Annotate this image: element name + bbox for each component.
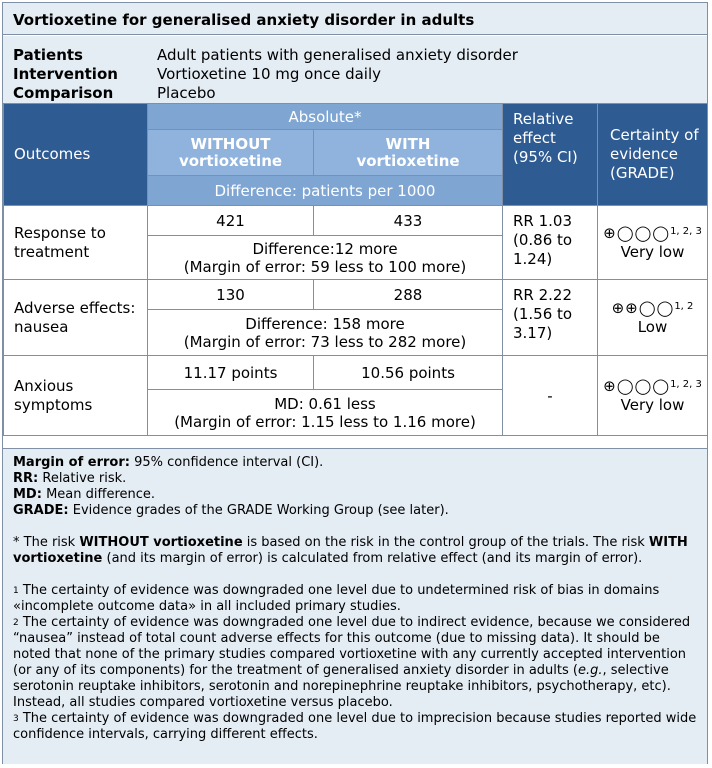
without-header-line1: WITHOUT [190,134,271,153]
with-header-line1: WITH [385,134,431,153]
certainty-header [598,104,708,206]
certainty-header-line1: Certainty of [610,126,699,144]
without-value: 130 [148,280,314,310]
difference-value: Difference: 158 more [245,314,405,333]
difference-margin: (Margin of error: 1.15 less to 1.16 more) [174,412,476,431]
summary-of-findings-table [2,2,708,764]
relative-effect-cell [503,206,598,280]
relative-effect-cell [503,280,598,356]
comparison-value: Placebo [157,84,216,102]
intervention-value: Vortioxetine 10 mg once daily [157,65,382,83]
difference-cell [148,390,503,436]
relative-effect-line3: 3.17) [513,324,553,342]
certainty-cell [598,206,708,280]
certainty-rating [598,377,707,396]
relative-effect-line2: (1.56 to [513,305,573,323]
difference-cell [148,310,503,356]
footnote-refs: 1, 2, 3 [670,225,702,237]
relative-effect-header [503,104,598,206]
certainty-cell [598,356,708,436]
footnote-3: $^3$ The certainty of evidence was downgraded one level due to imprecision because studies reported wide confidence intervals, carrying different effects. [13,711,697,742]
with-value: 10.56 points [314,356,503,390]
patients-label: Patients [13,46,83,64]
relative-effect-line2: (0.86 to [513,231,573,249]
certainty-circles-icon: ⊕⊕◯◯ [611,298,675,317]
without-header [148,130,314,176]
outcome-label-line2: nausea [14,317,69,336]
footnote-2: $^2$ The certainty of evidence was downgraded one level due to indirect evidence, because we considered “nausea” instead of total count adverse effects for this outcome (due to missing data). It should be noted that none of the primary studies compared vortioxetine with any currently accepted intervention (or any of its components) for the treatment of generalised anxiety disorder in adults (e.g., selective serotonin reuptake inhibitors, serotonin and norepinephrine reuptake inhibitors, psychotherapy, etc). Instead, all studies compared vortioxetine versus placebo. [13,615,691,710]
with-value: 288 [314,280,503,310]
outcome-label-line1: Anxious [14,376,74,395]
relative-effect-line1: RR 1.03 [513,212,573,230]
relative-effect-cell: - [503,356,598,436]
note-margin-of-error: Margin of error: 95% confidence interval (CI). [13,455,324,470]
outcome-label-line1: Response to [14,223,106,242]
outcome-anxious-symptoms [4,356,148,436]
with-header [314,130,503,176]
relative-effect-line1: RR 2.22 [513,286,573,304]
outcome-nausea [4,280,148,356]
with-value: 433 [314,206,503,236]
outcome-response [4,206,148,280]
certainty-header-line2: evidence [610,145,679,163]
difference-cell [148,236,503,280]
note-asterisk: * The risk WITHOUT vortioxetine is based on the risk in the control group of the trials. The risk WITH vortioxetine (and its margin of error) is calculated from relative effect (and its margin of error). [13,535,688,566]
patients-value: Adult patients with generalised anxiety disorder [157,46,518,64]
certainty-cell [598,280,708,356]
note-rr: RR: Relative risk. [13,471,127,486]
footnotes [3,448,707,764]
relative-header-line1: Relative [513,110,574,128]
footnote-refs: 1, 2, 3 [670,378,702,390]
certainty-grade: Very low [620,242,685,261]
relative-header-line2: effect [513,129,556,147]
difference-value: Difference:12 more [252,239,398,258]
difference-unit-header: Difference: patients per 1000 [148,176,503,206]
with-header-line2: vortioxetine [356,151,460,170]
outcome-label-line2: symptoms [14,395,93,414]
certainty-circles-icon: ⊕◯◯◯ [603,223,671,242]
outcome-label-line2: treatment [14,242,90,261]
outcomes-header: Outcomes [4,104,148,206]
certainty-rating [598,299,707,318]
footnote-refs: 1, 2 [674,300,694,312]
without-value: 11.17 points [148,356,314,390]
certainty-grade: Low [637,317,668,336]
results-table [3,103,708,436]
intervention-label: Intervention [13,65,118,83]
outcome-label-line1: Adverse effects: [14,298,136,317]
table-title: Vortioxetine for generalised anxiety disorder in adults [3,3,707,35]
difference-value: MD: 0.61 less [274,394,376,413]
footnote-1: $^1$ The certainty of evidence was downgraded one level due to undetermined risk of bias in domains «incomplete outcome data» in all included primary studies. [13,583,660,614]
note-grade: GRADE: Evidence grades of the GRADE Working Group (see later). [13,503,449,518]
relative-header-line3: (95% CI) [513,148,578,166]
note-md: MD: Mean difference. [13,487,156,502]
pico-section [3,36,707,103]
without-header-line2: vortioxetine [178,151,283,170]
certainty-rating [598,224,707,243]
comparison-label: Comparison [13,84,114,102]
certainty-grade: Very low [620,395,685,414]
certainty-circles-icon: ⊕◯◯◯ [603,376,671,395]
certainty-header-line3: (GRADE) [610,164,675,182]
difference-margin: (Margin of error: 73 less to 282 more) [183,332,467,351]
difference-margin: (Margin of error: 59 less to 100 more) [183,257,467,276]
absolute-header: Absolute* [148,104,503,130]
without-value: 421 [148,206,314,236]
relative-effect-line3: 1.24) [513,250,553,268]
